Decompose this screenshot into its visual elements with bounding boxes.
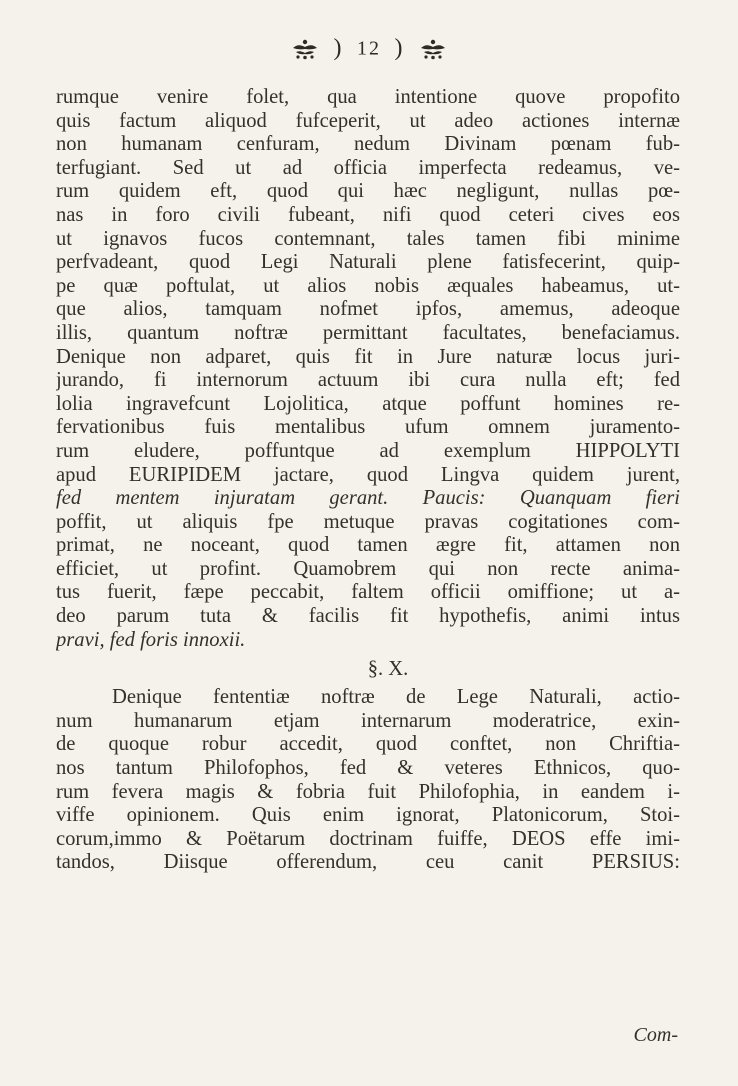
text-line: num humanarum etjam internarum moderatrice, exin-: [56, 709, 680, 732]
text-line: pravi, fed foris innoxii.: [56, 628, 246, 651]
text-line: fervationibus fuis mentalibus ufum omnem juramento-: [56, 416, 680, 439]
header-bracket-open: ): [333, 35, 344, 62]
printer-ornament-icon: [418, 38, 448, 60]
text-line: apud EURIPIDEM jactare, quod Lingva quidem jurent,: [56, 463, 680, 486]
text-line: quis factum aliquod fufceperit, ut adeo actiones internæ: [56, 109, 680, 132]
text-line: de quoque robur accedit, quod conftet, non Chriftia-: [56, 733, 680, 756]
text-line: Denique fententiæ noftræ de Lege Naturali, actio-: [112, 686, 680, 709]
text-line: non humanam cenfuram, nedum Divinam pœnam fub-: [56, 133, 680, 156]
text-line: tandos, Diisque offerendum, ceu canit PERSIUS:: [56, 851, 680, 874]
text-line: que alios, tamquam nofmet ipfos, amemus, adeoque: [56, 298, 680, 321]
text-line: nos tantum Philofophos, fed & veteres Ethnicos, quo-: [56, 757, 680, 780]
text-line: rumque venire folet, qua intentione quove propofito: [56, 86, 680, 108]
text-line: rum quidem eft, quod qui hæc negligunt, nullas pœ-: [56, 180, 680, 203]
text-line: rum fevera magis & fobria fuit Philofophia, in eandem i-: [56, 780, 680, 803]
text-line: ut ignavos fucos contemnant, tales tamen fibi minime: [56, 227, 680, 250]
text-line: lolia ingravefcunt Lojolitica, atque poffunt homines re-: [56, 392, 680, 415]
section-heading: §. X.: [367, 658, 409, 681]
text-line: Denique non adparet, quis fit in Jure naturæ locus juri-: [56, 345, 680, 368]
header-bracket-close: ): [394, 35, 405, 62]
text-line: illis, quantum noftræ permittant facultates, benefaciamus.: [56, 321, 680, 344]
text-line: rum eludere, poffuntque ad exemplum HIPPOLYTI: [56, 439, 680, 462]
text-line: terfugiant. Sed ut ad officia imperfecta redeamus, ve-: [56, 156, 680, 179]
page-number: 12: [357, 37, 381, 60]
text-line: nas in foro civili fubeant, nifi quod ceteri cives eos: [56, 203, 680, 226]
running-header: [0, 34, 738, 62]
text-line: pe quæ poftulat, ut alios nobis æquales habeamus, ut-: [56, 274, 680, 297]
catchword: Com-: [633, 1024, 678, 1046]
text-line: perfvadeant, quod Legi Naturali plene fatisfecerint, quip-: [56, 251, 680, 274]
text-line: viffe opinionem. Quis enim ignorat, Platonicorum, Stoi-: [56, 804, 680, 827]
text-line: corum,immo & Poëtarum doctrinam fuiffe, DEOS effe imi-: [56, 827, 680, 850]
text-line: tus fuerit, fæpe peccabit, faltem officii omiffione; ut a-: [56, 581, 680, 604]
text-line: fed mentem injuratam gerant. Paucis: Quanquam fieri: [56, 487, 680, 510]
text-line: efficiet, ut profint. Quamobrem qui non recte anima-: [56, 557, 680, 580]
text-line: jurando, fi internorum actuum ibi cura nulla eft; fed: [56, 369, 680, 392]
printer-ornament-icon: [290, 38, 320, 60]
text-line: poffit, ut aliquis fpe metuque pravas cogitationes com-: [56, 510, 680, 533]
text-line: primat, ne noceant, quod tamen ægre fit, attamen non: [56, 534, 680, 557]
body-text: [56, 86, 680, 875]
text-line: deo parum tuta & facilis fit hypothefis, animi intus: [56, 605, 680, 628]
